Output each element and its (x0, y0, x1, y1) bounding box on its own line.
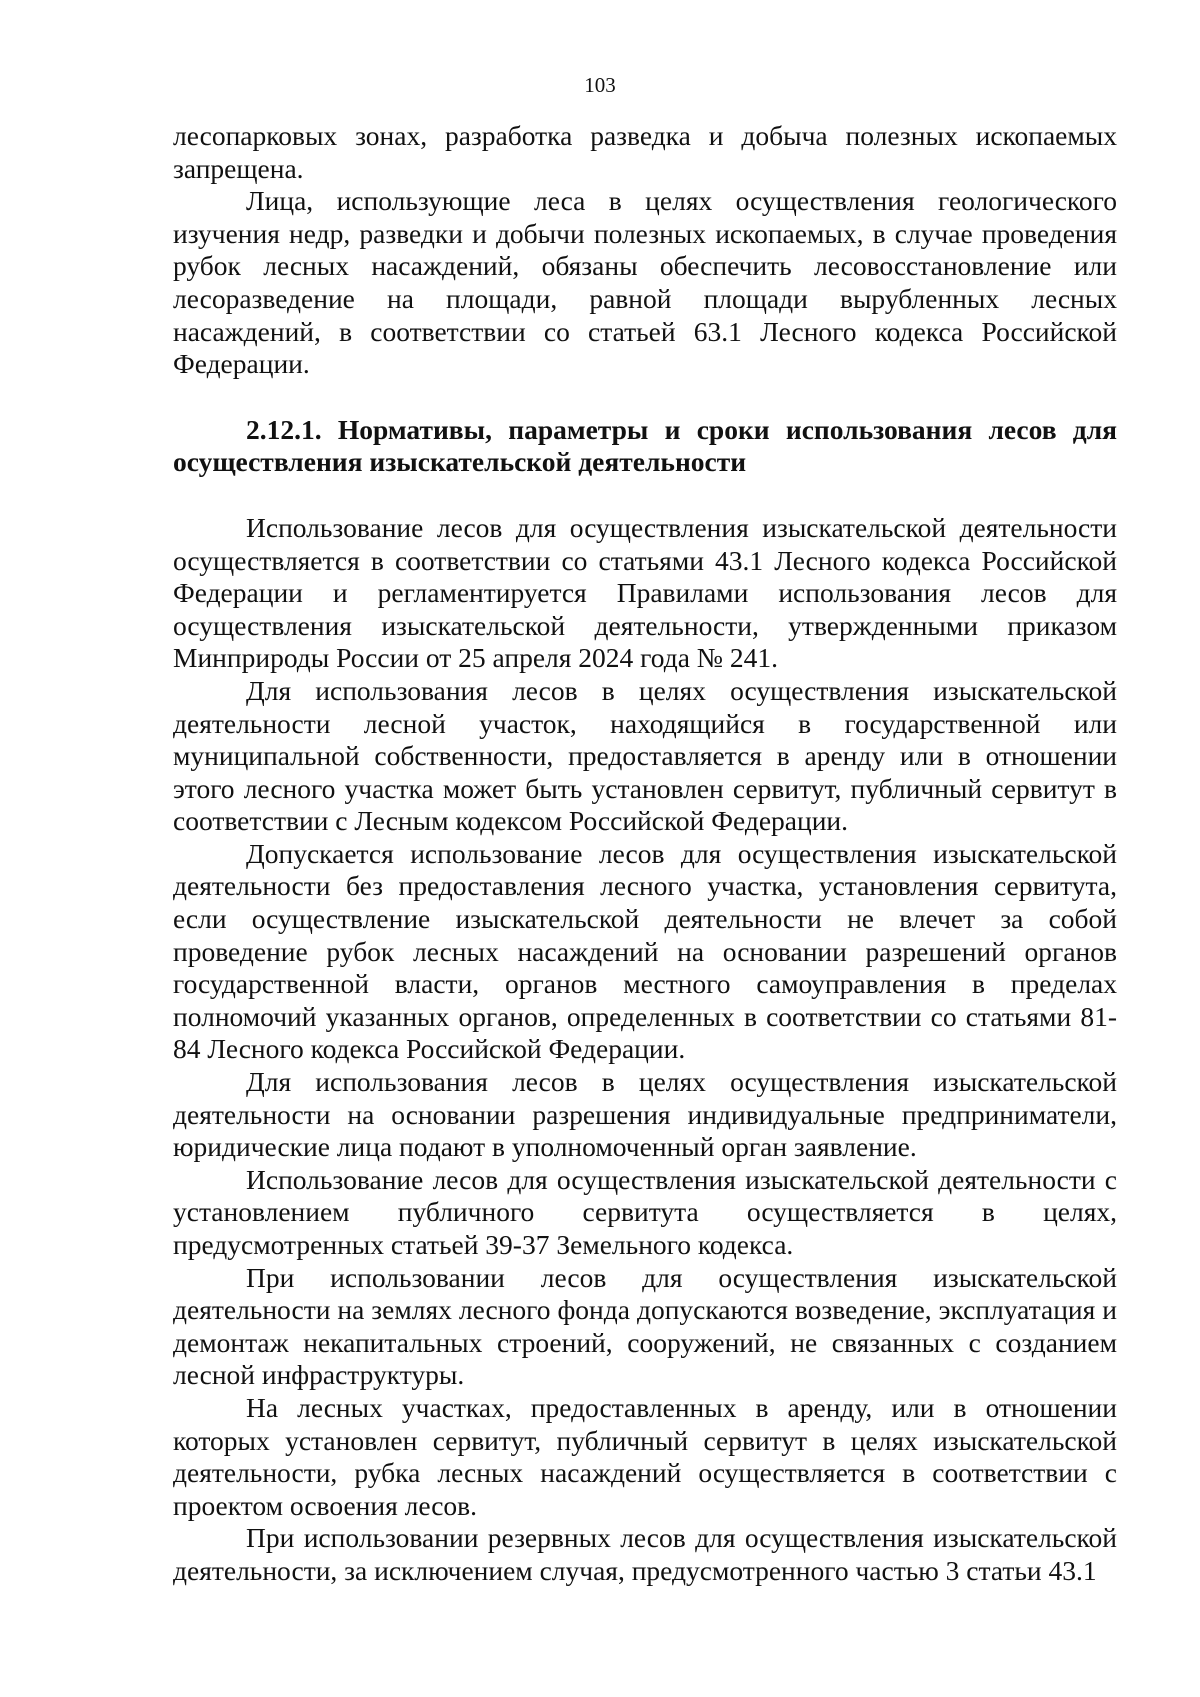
paragraph: Использование лесов для осуществления изыскательской деятельности с установлением публичного сервитута осуществляется в целях, предусмотренных статьей 39-37 Земельного кодекса. (173, 1163, 1117, 1260)
section-heading: 2.12.1. Нормативы, параметры и сроки использования лесов для осуществления изыскательской деятельности (173, 413, 1117, 478)
paragraph: На лесных участках, предоставленных в аренду, или в отношении которых установлен сервитут, публичный сервитут в целях изыскательской деятельности, рубка лесных насаждений осуществляется в соответствии с проектом освоения лесов. (173, 1391, 1117, 1521)
document-body (173, 120, 1117, 1588)
paragraph: При использовании резервных лесов для осуществления изыскательской деятельности, за исключением случая, предусмотренного частью 3 статьи 43.1 (173, 1522, 1117, 1586)
paragraph: Для использования лесов в целях осуществления изыскательской деятельности лесной участок, находящийся в государственной или муниципальной собственности, предоставляется в аренду или в отношении этого лесного участка может быть установлен сервитут, публичный сервитут в соответствии с Лесным кодексом Российской Федерации. (173, 674, 1117, 837)
paragraph: Допускается использование лесов для осуществления изыскательской деятельности без предоставления лесного участка, установления сервитута, если осуществление изыскательской деятельности не влечет за собой проведение рубок лесных насаждений на основании разрешений органов государственной власти, органов местного самоуправления в пределах полномочий указанных органов, определенных в соответствии со статьями 81-84 Лесного кодекса Российской Федерации. (173, 837, 1117, 1065)
paragraph: Для использования лесов в целях осуществления изыскательской деятельности на основании разрешения индивидуальные предприниматели, юридические лица подают в уполномоченный орган заявление. (173, 1066, 1117, 1163)
page-number: 103 (584, 73, 616, 97)
paragraph: Лица, использующие леса в целях осуществления геологического изучения недр, разведки и добычи полезных ископаемых, в случае проведения рубок лесных насаждений, обязаны обеспечить лесовосстановление или лесоразведение на площади, равной площади вырубленных лесных насаждений, в соответствии со статьей 63.1 Лесного кодекса Российской Федерации. (173, 185, 1117, 380)
spacer (173, 479, 1117, 512)
paragraph: При использовании лесов для осуществления изыскательской деятельности на землях лесного фонда допускаются возведение, эксплуатация и демонтаж некапитальных строений, сооружений, не связанных с созданием лесной инфраструктуры. (173, 1261, 1117, 1391)
spacer (173, 381, 1117, 414)
paragraph: Использование лесов для осуществления изыскательской деятельности осуществляется в соответствии со статьями 43.1 Лесного кодекса Российской Федерации и регламентируется Правилами использования лесов для осуществления изыскательской деятельности, утвержденными приказом Минприроды России от 25 апреля 2024 года № 241. (173, 511, 1117, 674)
paragraph-continuation: лесопарковых зонах, разработка разведка и добыча полезных ископаемых запрещена. (173, 120, 1117, 184)
